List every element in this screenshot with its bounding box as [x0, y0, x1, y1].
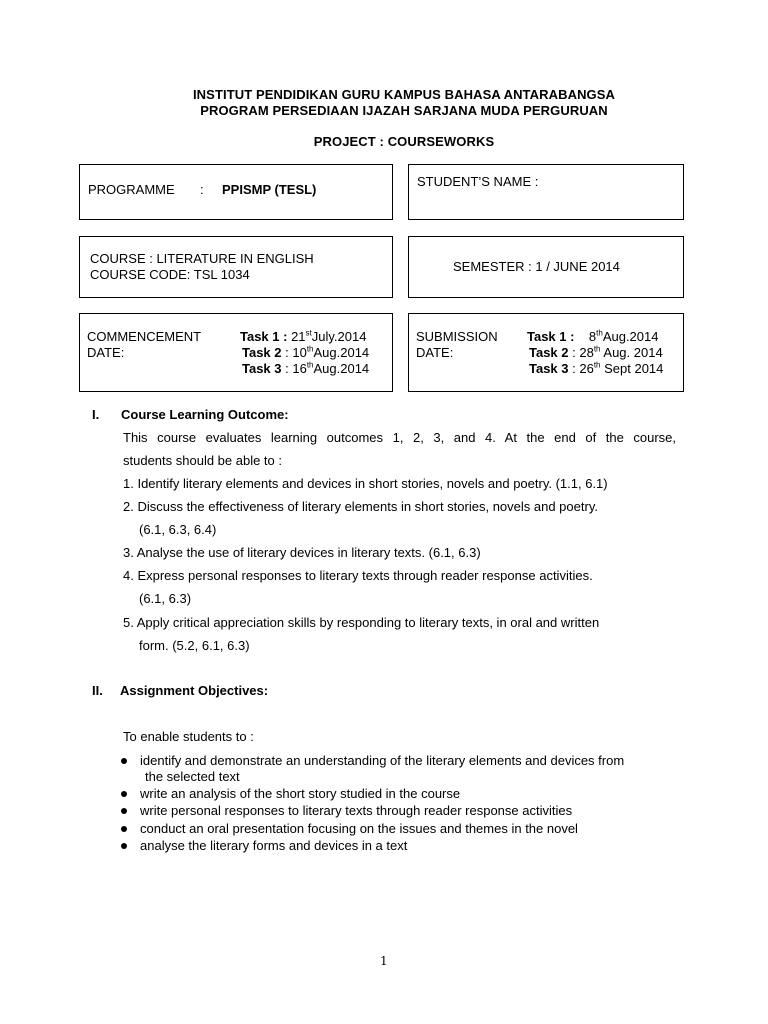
semester-box	[408, 236, 684, 298]
programme-label: PROGRAMME	[88, 182, 175, 197]
programme-value: PPISMP (TESL)	[222, 182, 317, 197]
semester-text: SEMESTER : 1 / JUNE 2014	[453, 259, 620, 274]
section-1-title: Course Learning Outcome:	[121, 407, 289, 422]
course-box	[79, 236, 393, 298]
section-2-number: II.	[92, 683, 103, 698]
outcome-5: 5. Apply critical appreciation skills by responding to literary texts, in oral and written	[123, 615, 600, 630]
commencement-label: COMMENCEMENT	[87, 329, 202, 344]
bullet-icon	[121, 758, 127, 764]
program-title: PROGRAM PERSEDIAAN IJAZAH SARJANA MUDA PERGURUAN	[200, 103, 608, 118]
objective-1: identify and demonstrate an understanding of the literary elements and devices from	[140, 753, 625, 768]
outcome-4-refs: (6.1, 6.3)	[139, 591, 192, 606]
section-1-number: I.	[92, 407, 100, 422]
objective-5: analyse the literary forms and devices in a text	[140, 838, 408, 853]
bullet-icon	[121, 808, 127, 814]
section-2-title: Assignment Objectives:	[120, 683, 269, 698]
submission-task-2: Task 2 : 28th Aug. 2014	[529, 344, 663, 360]
programme-box	[79, 164, 393, 220]
submission-date-label: DATE:	[416, 345, 454, 360]
outcome-1: 1. Identify literary elements and devices in short stories, novels and poetry. (1.1, 6.1)	[123, 476, 608, 491]
project-title: PROJECT : COURSEWORKS	[313, 134, 495, 149]
outcome-5-refs: form. (5.2, 6.1, 6.3)	[139, 638, 250, 653]
objective-1-continued: the selected text	[145, 769, 240, 784]
submission-label: SUBMISSION	[416, 329, 498, 344]
section-1-intro-line-2: students should be able to :	[123, 453, 283, 468]
objective-4: conduct an oral presentation focusing on the issues and themes in the novel	[140, 821, 578, 836]
objective-2: write an analysis of the short story studied in the course	[140, 786, 461, 801]
section-2-intro: To enable students to :	[123, 729, 254, 744]
student-name-box	[408, 164, 684, 220]
commencement-task-3: Task 3 : 16thAug.2014	[242, 360, 370, 376]
course-code: COURSE CODE: TSL 1034	[90, 267, 250, 282]
outcome-2: 2. Discuss the effectiveness of literary elements in short stories, novels and poetry.	[123, 499, 598, 514]
outcome-4: 4. Express personal responses to literary texts through reader response activities.	[123, 568, 593, 583]
page-number: 1	[380, 954, 388, 968]
outcome-2-refs: (6.1, 6.3, 6.4)	[139, 522, 217, 537]
submission-task-1: Task 1 : 8thAug.2014	[527, 328, 659, 344]
objective-3: write personal responses to literary texts through reader response activities	[140, 803, 573, 818]
bullet-icon	[121, 826, 127, 832]
student-name-label: STUDENT’S NAME :	[417, 174, 539, 189]
commencement-date-label: DATE:	[87, 345, 125, 360]
bullet-icon	[121, 843, 127, 849]
programme-separator: :	[200, 182, 204, 197]
submission-task-3: Task 3 : 26th Sept 2014	[529, 360, 664, 376]
outcome-3: 3. Analyse the use of literary devices in literary texts. (6.1, 6.3)	[123, 545, 481, 560]
section-1-intro-line-1: This course evaluates learning outcomes 1, 2, 3, and 4. At the end of the course,	[123, 430, 676, 445]
course-name: COURSE : LITERATURE IN ENGLISH	[90, 251, 314, 266]
commencement-task-2: Task 2 : 10thAug.2014	[242, 344, 370, 360]
commencement-task-1: Task 1 : 21stJuly.2014	[240, 328, 367, 344]
bullet-icon	[121, 791, 127, 797]
commencement-box	[79, 313, 393, 392]
institute-title: INSTITUT PENDIDIKAN GURU KAMPUS BAHASA ANTARABANGSA	[192, 87, 616, 102]
submission-box	[408, 313, 684, 392]
